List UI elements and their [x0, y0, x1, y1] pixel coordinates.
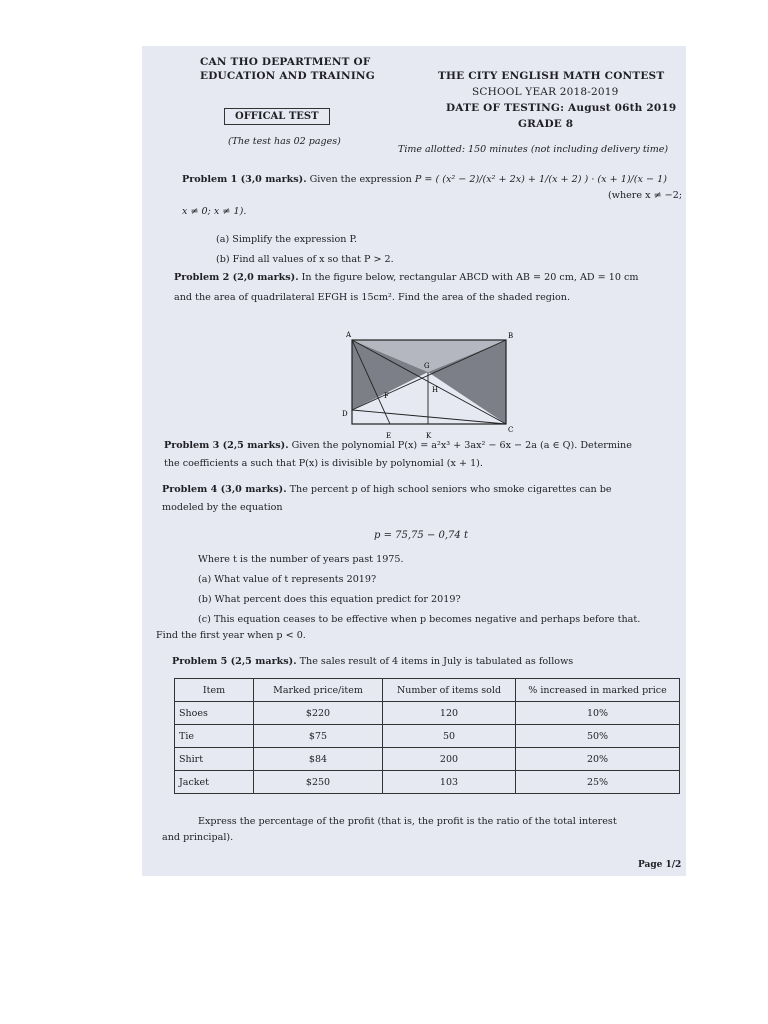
problem-4 — [162, 484, 682, 496]
pages-note: (The test has 02 pages) — [228, 136, 341, 147]
contest-title: THE CITY ENGLISH MATH CONTEST — [438, 70, 665, 82]
cell-item: Jacket — [175, 771, 254, 794]
cell-price: $75 — [254, 725, 383, 748]
exam-paper — [142, 46, 686, 876]
department-line-2: EDUCATION AND TRAINING — [200, 70, 375, 82]
header-marked-price: Marked price/item — [254, 679, 383, 702]
problem-4-title: Problem 4 (3,0 marks). — [162, 484, 287, 495]
label-f: F — [384, 392, 389, 400]
cell-sold: 200 — [383, 748, 516, 771]
problem-4-where: Where t is the number of years past 1975. — [198, 554, 404, 565]
cell-sold: 120 — [383, 702, 516, 725]
department-line-1: CAN THO DEPARTMENT OF — [200, 56, 371, 68]
problem-4-b: (b) What percent does this equation predict for 2019? — [198, 594, 461, 605]
problem-2-text-1: In the figure below, rectangular ABCD with AB = 20 cm, AD = 10 cm — [301, 272, 639, 283]
cell-item: Tie — [175, 725, 254, 748]
table-row — [175, 771, 680, 794]
time-allotted: Time allotted: 150 minutes (not including delivery time) — [398, 144, 669, 155]
problem-1-where-2: x ≠ 0; x ≠ 1). — [182, 206, 247, 217]
problem-4-text-1: The percent p of high school seniors who smoke cigarettes can be — [289, 484, 612, 495]
cell-sold: 103 — [383, 771, 516, 794]
problem-4-text-2: modeled by the equation — [162, 502, 283, 513]
page-number: Page 1/2 — [638, 860, 682, 870]
cell-increase: 10% — [516, 702, 680, 725]
label-h: H — [432, 386, 439, 394]
table-row — [175, 748, 680, 771]
cell-item: Shoes — [175, 702, 254, 725]
problem-1-where: (where x ≠ −2; — [608, 190, 683, 201]
cell-price: $250 — [254, 771, 383, 794]
problem-3-title: Problem 3 (2,5 marks). — [164, 440, 289, 451]
official-test-box: OFFICAL TEST — [224, 108, 330, 125]
cell-item: Shirt — [175, 748, 254, 771]
label-c: C — [508, 426, 514, 434]
cell-increase: 25% — [516, 771, 680, 794]
problem-1-intro: Given the expression — [309, 174, 412, 185]
school-year: SCHOOL YEAR 2018-2019 — [472, 86, 619, 98]
cell-price: $220 — [254, 702, 383, 725]
label-e: E — [386, 432, 392, 440]
header-percent-increase: % increased in marked price — [516, 679, 680, 702]
problem-5-text: The sales result of 4 items in July is tabulated as follows — [299, 656, 574, 667]
problem-2-text-2: and the area of quadrilateral EFGH is 15cm². Find the area of the shaded region. — [174, 292, 571, 303]
table-row — [175, 725, 680, 748]
problem-1 — [182, 174, 682, 186]
problem-4-c-2: Find the first year when p < 0. — [156, 630, 306, 641]
label-a: A — [346, 331, 352, 339]
line-dc — [352, 410, 506, 424]
grade: GRADE 8 — [518, 118, 574, 130]
cell-increase: 20% — [516, 748, 680, 771]
problem-1-expression: P = ( (x² − 2)/(x² + 2x) + 1/(x + 2) ) · (x + 1)/(x − 1) — [414, 174, 667, 185]
label-g: G — [424, 362, 430, 370]
problem-5 — [172, 656, 682, 668]
problem-5-after-1: Express the percentage of the profit (that is, the profit is the ratio of the total interest — [198, 816, 617, 827]
problem-4-c: (c) This equation ceases to be effective when p becomes negative and perhaps before that. — [198, 614, 641, 625]
table-row — [175, 702, 680, 725]
rectangle-figure — [338, 328, 518, 444]
problem-1-title: Problem 1 (3,0 marks). — [182, 174, 307, 185]
problem-3-text-2: the coefficients a such that P(x) is divisible by polynomial (x + 1). — [164, 458, 483, 469]
problem-2 — [174, 272, 684, 284]
problem-5-title: Problem 5 (2,5 marks). — [172, 656, 297, 667]
problem-3-text-1: Given the polynomial P(x) = a²x³ + 3ax² − 6x − 2a (a ∈ Q). Determine — [291, 440, 632, 451]
table-header-row — [175, 679, 680, 702]
problem-1-b: (b) Find all values of x so that P > 2. — [216, 254, 394, 265]
label-b: B — [508, 332, 514, 340]
problem-4-equation: p = 75,75 − 0,74 t — [374, 530, 468, 541]
sales-table — [174, 678, 680, 794]
problem-3 — [164, 440, 680, 452]
label-k: K — [426, 432, 432, 440]
problem-5-after-2: and principal). — [162, 832, 234, 843]
problem-4-a: (a) What value of t represents 2019? — [198, 574, 377, 585]
cell-price: $84 — [254, 748, 383, 771]
testing-date: DATE OF TESTING: August 06th 2019 — [446, 102, 677, 114]
label-d: D — [342, 410, 348, 418]
problem-2-title: Problem 2 (2,0 marks). — [174, 272, 299, 283]
cell-increase: 50% — [516, 725, 680, 748]
header-item: Item — [175, 679, 254, 702]
header-items-sold: Number of items sold — [383, 679, 516, 702]
problem-1-a: (a) Simplify the expression P. — [216, 234, 358, 245]
cell-sold: 50 — [383, 725, 516, 748]
